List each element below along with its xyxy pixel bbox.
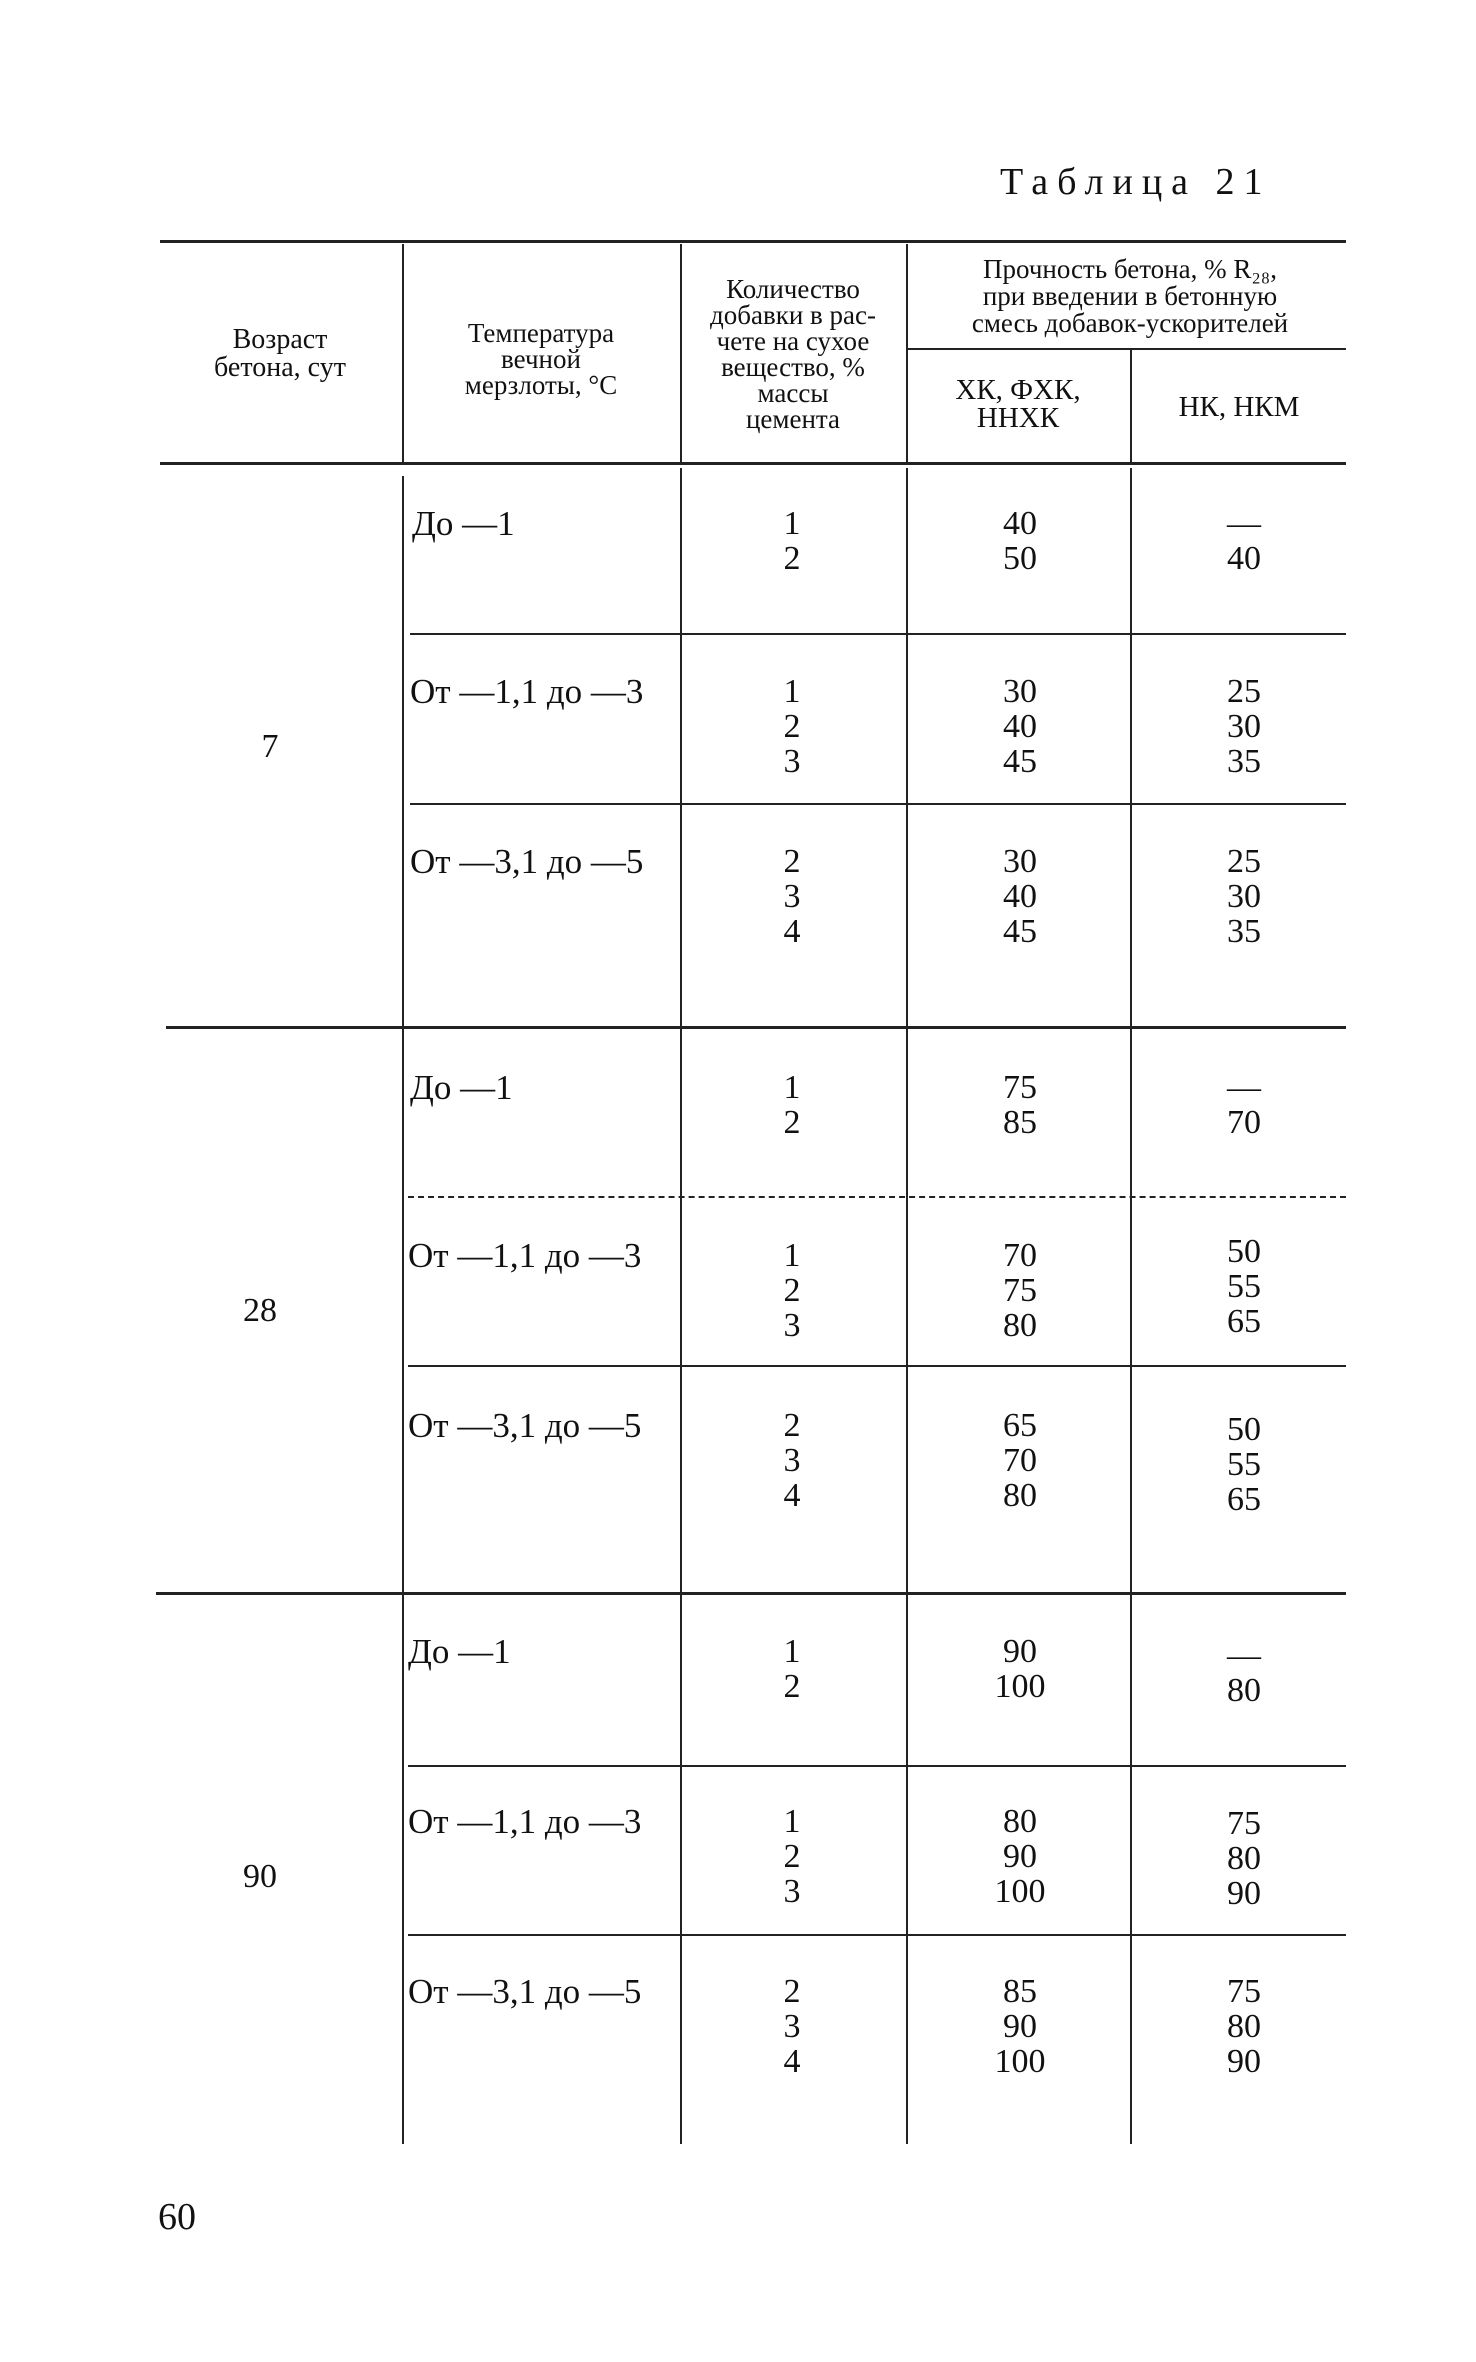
strength-group1-cell: 65 70 80 [1003,1407,1037,1514]
row-separator [410,803,1346,805]
strength-group1-cell: 70 75 80 [1003,1237,1037,1344]
temperature-cell: От —3,1 до —5 [410,842,644,881]
strength-group2-cell: 50 55 65 [1227,1411,1261,1518]
strength-group2-cell: 75 80 90 [1227,1805,1261,1912]
amount-cell: 1 2 3 [783,1803,801,1910]
strength-group2-cell: 25 30 35 [1227,673,1261,780]
age-cell: 7 [261,728,279,765]
temperature-cell: До —1 [412,504,515,543]
strength-group2-cell: 50 55 65 [1227,1233,1261,1340]
age-cell: 90 [243,1858,277,1895]
temperature-cell: От —1,1 до —3 [408,1236,642,1275]
header-group-2: НК, НКМ [1178,391,1300,423]
temperature-cell: До —1 [408,1632,511,1671]
strength-group1-cell: 85 90 100 [994,1973,1046,2080]
strength-group2-cell: 75 80 90 [1227,1973,1261,2080]
strength-group1-cell: 75 85 [1003,1069,1037,1141]
table-caption: Таблица 21 [1000,161,1272,203]
temperature-cell: От —3,1 до —5 [408,1406,642,1445]
strength-group1-cell: 30 40 45 [1003,673,1037,780]
header-sub-rule [906,348,1346,350]
age-cell: 28 [243,1292,277,1329]
amount-cell: 1 2 [783,1633,801,1705]
temperature-cell: От —1,1 до —3 [410,672,644,711]
amount-cell: 1 2 [783,1069,801,1141]
block-separator-2 [156,1592,1346,1595]
strength-group1-cell: 80 90 100 [994,1803,1046,1910]
body-col-divider-4 [1130,468,1132,2144]
strength-group2-cell: — 40 [1227,505,1261,577]
amount-cell: 2 3 4 [783,1973,801,2080]
row-separator [408,1196,1346,1198]
temperature-cell: От —1,1 до —3 [408,1802,642,1841]
body-col-divider-1 [402,476,404,2144]
page-number: 60 [158,2196,196,2238]
amount-cell: 2 3 4 [783,843,801,950]
temperature-cell: От —3,1 до —5 [408,1972,642,2011]
row-separator [408,1765,1346,1767]
header-age: Возраст бетона, сут [214,324,346,383]
header-temperature: Температура вечной мерзлоты, °C [464,318,618,400]
strength-group2-cell: 25 30 35 [1227,843,1261,950]
amount-cell: 2 3 4 [783,1407,801,1514]
strength-group1-cell: 40 50 [1003,505,1037,577]
header-bottom-rule [160,462,1346,465]
header-strength: Прочность бетона, % R₂₈, при введении в бетонную смесь добавок-ускорителей [971,254,1289,338]
row-separator [410,633,1346,635]
body-col-divider-3 [906,468,908,2144]
strength-group1-cell: 90 100 [994,1633,1046,1705]
header-group-1: ХК, ФХК, ННХК [955,374,1081,434]
body-col-divider-2 [680,468,682,2144]
temperature-cell: До —1 [410,1068,513,1107]
row-separator [408,1934,1346,1936]
row-separator [408,1365,1346,1367]
amount-cell: 1 2 3 [783,1237,801,1344]
header-amount: Количество добавки в рас- чете на сухое вещество, % массы цемента [710,274,876,434]
strength-group1-cell: 30 40 45 [1003,843,1037,950]
strength-group2-cell: — 80 [1227,1637,1261,1709]
block-separator-1 [166,1026,1346,1029]
amount-cell: 1 2 3 [783,673,801,780]
header-top-rule [160,240,1346,243]
strength-group2-cell: — 70 [1227,1069,1261,1141]
amount-cell: 1 2 [783,505,801,577]
